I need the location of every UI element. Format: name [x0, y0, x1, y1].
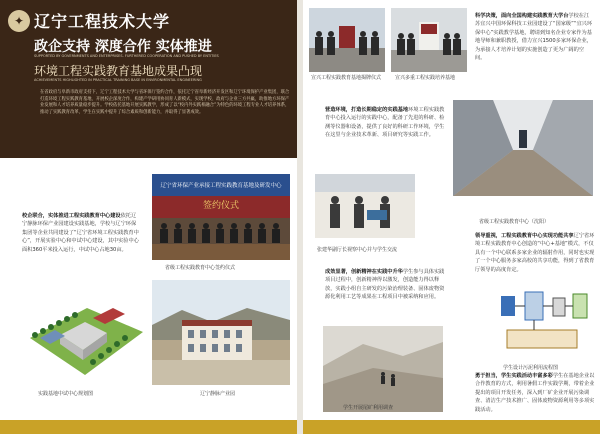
- right-section-2-heading: 营造环境，打造长期稳定的实践基地: [325, 107, 409, 113]
- model-caption: 实践基地中试中心规划图: [38, 391, 94, 397]
- plaque-unveiling-caption: 宣兴工程实践教育基地揭牌仪式: [311, 75, 382, 81]
- industrial-park-caption: 辽宁静脉产业园: [200, 391, 236, 397]
- section-title: 环境工程实践教育基地成果凸现: [34, 64, 203, 78]
- left-page: [0, 0, 297, 434]
- industrial-park-photo: [152, 280, 290, 385]
- right-section-2-body: 环境工程实践教育中心投入运行的实践中心，配备了先进的科研、检测等仪器和设备，提供了良好的科研工作环境，学生在这里与企业技术革新、项目研究等实践工作。: [325, 107, 445, 139]
- left-section-1: [22, 212, 140, 254]
- right-section-2: [325, 106, 445, 140]
- tailings-survey-caption: 学生开展尾矿利用调查: [343, 405, 394, 411]
- pilot-center-model-image: [25, 280, 145, 385]
- signing-ceremony-photo: [152, 174, 290, 260]
- training-base-caption: 宣兴多重工程实践培养基地: [395, 75, 456, 81]
- left-section-1-body: 依托辽宁静脉环保产业园建设实践基地，学校与辽宁环保集团等企业共同建设了“辽宁省环境工程实践教育中心”，开展实验中心和中试中心建设，其中实验中心面积360平米投入运行，中试中心占地30亩。: [22, 213, 139, 253]
- tailings-survey-photo: [323, 326, 443, 412]
- right-section-1-body: 学校在江苏宜兴中国环保科技工业园建设了“国家级”“宜兴环保中心”实践教学基地，聘请到知名企业专家作为基地导师和兼职教授，借力宣兴1500多家环保企业，为承接人才培养计划的实施创造了更为广阔的空间。: [475, 13, 593, 62]
- process-flow-caption: 学生设计污泥利用流程图: [503, 365, 559, 371]
- lab-corridor-photo: [453, 100, 593, 196]
- intro-paragraph: 在省政府与阜新市政府支持下，辽宁工程技术大学与省环保厅签约合作，依托辽宁省阜新经济开发区和辽宁环境保护产业集团，联合打造环境工程实践教育基地，开展校企深度合作，构建产学研用协同育人新模式，实现学校、政府与企业三方共赢，助推地方环保产业发展和人才培养质量稳步提升。学校依托基地开展实践教学，形成了以“校内外实践相融合”为特色的环境工程专业人才培养体系，推动了实践教育改革，学生在实践中提升了综合素质和创新能力，并取得了显著成效。: [40, 90, 290, 115]
- university-name: 辽宁工程技术大学: [34, 12, 171, 31]
- right-section-3: [475, 232, 595, 274]
- lab-corridor-caption: 省级工程实践教育中心（沈阳）: [479, 219, 550, 225]
- right-section-1: [475, 12, 593, 62]
- right-section-4-body: 学生参与具体实践项目过程中，创新精神得以激发，创造能力得以释放，实践小组自主研发的污染治理装备、固体废物资源化利用工艺等成果在工程项目中被采纳和应用。: [325, 269, 445, 301]
- plaque-unveiling-photo: [309, 8, 385, 72]
- right-footer-bar: [303, 420, 600, 434]
- right-section-4-heading: 成效显著，创新精神在实践中升华: [325, 269, 403, 275]
- official-visit-caption: 张建华副厅长视察中心并与学生交流: [317, 247, 398, 253]
- page-title: 政企支持 深度合作 实体推进: [34, 39, 212, 55]
- right-section-3-heading: 领导重视，工程实践教育中心实现功能共享: [475, 233, 574, 239]
- header-banner: [0, 0, 297, 158]
- process-flow-diagram: [493, 286, 593, 362]
- official-visit-photo: [315, 174, 415, 238]
- right-section-5-body: 学生在基地企业以合作教育的方式，利用暑假工作实践学期，带着企业提出的项目开发任务，深入到厂矿企业开展污染调查、清洁生产技术推广、固体废物资源利用等多项实践活动。: [475, 373, 595, 413]
- signing-ceremony-caption: 省级工程实践教育中心签约仪式: [165, 265, 236, 271]
- right-section-1-heading: 科学决策，面向全国构建实践教育大学台: [475, 13, 569, 19]
- photo-banner-text: 辽宁省环保产业承接工程实践教育基地及研发中心: [160, 183, 282, 189]
- right-section-5: [475, 372, 595, 414]
- training-base-photo: [391, 8, 467, 72]
- right-section-5-heading: 勇于担当，学生实践活动丰富多彩: [475, 373, 553, 379]
- photo-sign-text: 签约仪式: [202, 201, 240, 211]
- right-section-4: [325, 268, 445, 302]
- right-section-3-body: 辽宁省环境工程实践教育中心创造的“中心+基地”模式，不仅具有一个中心联系多家企业的辐射作用，同时也实现了一个中心服务多家高校的共享功能，得到了省教育厅领导的高度肯定。: [475, 233, 595, 273]
- university-logo-icon: ✦: [8, 10, 30, 32]
- section-title-english: ACHIEVEMENTS HIGHLIGHTED IN PRACTICAL TRAINING BASE IN ENVIRONMENTAL ENGINEERING: [34, 78, 202, 82]
- right-page: [303, 0, 600, 434]
- left-footer-bar: [0, 420, 297, 434]
- page-title-english: SUPPORTED BY GOVERNMENTS AND ENTERPRISES. FURTHERED COOPERATION AND PUSHED BY ENTITIES: [34, 54, 219, 58]
- left-section-1-heading: 校企联合，实体推进工程实践教育中心建设: [22, 213, 121, 219]
